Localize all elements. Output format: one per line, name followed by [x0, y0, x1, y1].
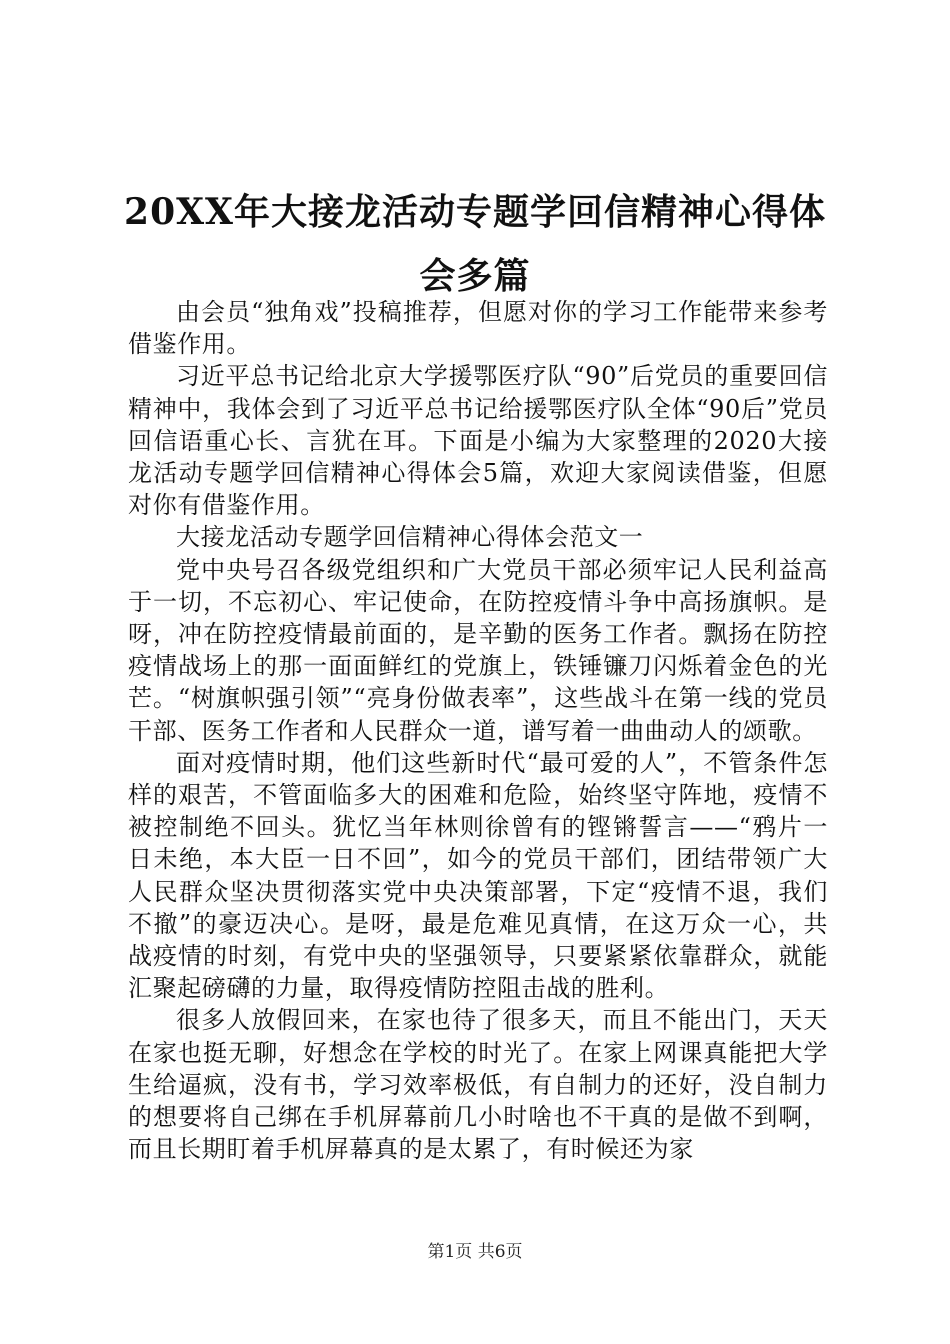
paragraph-body-2: 面对疫情时期，他们这些新时代“最可爱的人”，不管条件怎样的艰苦，不管面临多大的困难和危险，始终坚守阵地，疫情不被控制绝不回头。犹忆当年林则徐曾有的铿锵誓言——“鸦片一日未绝，本大臣一日不回”，如今的党员干部们，团结带领广大人民群众坚决贯彻落实党中央决策部署，下定“疫情不退，我们不撤”的豪迈决心。是呀，最是危难见真情，在这万众一心，共战疫情的时刻，有党中央的坚强领导，只要紧紧依靠群众，就能汇聚起磅礴的力量，取得疫情防控阻击战的胜利。 — [128, 748, 828, 1003]
paragraph-body-3: 很多人放假回来，在家也待了很多天，而且不能出门，天天在家也挺无聊，好想念在学校的时光了。在家上网课真能把大学生给逼疯，没有书，学习效率极低，有自制力的还好，没自制力的想要将自己绑在手机屏幕前几小时啥也不干真的是做不到啊，而且长期盯着手机屏幕真的是太累了，有时候还为家 — [128, 1006, 828, 1164]
paragraph-intro: 由会员“独角戏”投稿推荐，但愿对你的学习工作能带来参考借鉴作用。 — [128, 298, 828, 359]
document-title: 20XX年大接龙活动专题学回信精神心得体会多篇 — [124, 191, 826, 297]
page-number-footer: 第1页 共6页 — [427, 1242, 523, 1262]
paragraph-body-1: 党中央号召各级党组织和广大党员干部必须牢记人民利益高于一切，不忘初心、牢记使命，在防控疫情斗争中高扬旗帜。是呀，冲在防控疫情最前面的，是辛勤的医务工作者。飘扬在防控疫情战场上的那一面面鲜红的党旗上，铁锤镰刀闪烁着金色的光芒。“树旗帜强引领”“亮身份做表率”，这些战斗在第一线的党员干部、医务工作者和人民群众一道，谱写着一曲曲动人的颂歌。 — [128, 555, 828, 745]
paragraph-summary: 习近平总书记给北京大学援鄂医疗队“90”后党员的重要回信精神中，我体会到了习近平总书记给援鄂医疗队全体“90后”党员回信语重心长、言犹在耳。下面是小编为大家整理的2020大接龙活动专题学回信精神心得体会5篇，欢迎大家阅读借鉴，但愿对你有借鉴作用。 — [128, 362, 828, 520]
document-body — [128, 296, 828, 1165]
section-heading: 大接龙活动专题学回信精神心得体会范文一 — [176, 523, 644, 552]
